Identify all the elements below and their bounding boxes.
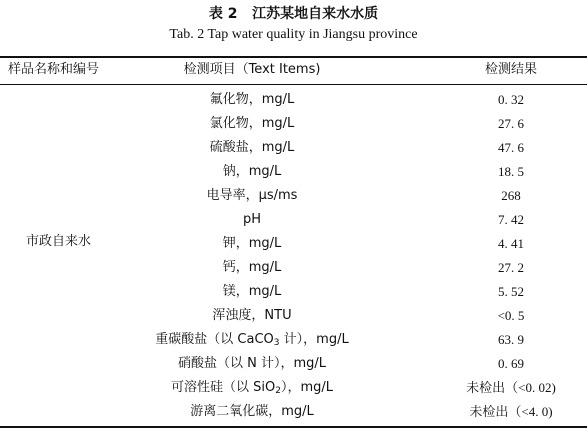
row-item: pH <box>242 212 262 227</box>
table-row <box>0 160 587 184</box>
row-result: <0. 5 <box>497 308 525 323</box>
table-top-rule <box>0 56 587 58</box>
table-row <box>0 328 587 352</box>
table-row <box>0 256 587 280</box>
row-result: 18. 5 <box>498 164 524 179</box>
table-row <box>0 352 587 376</box>
table-caption-english: Tab. 2 Tap water quality in Jiangsu province <box>169 27 418 42</box>
row-item: 钾，mg/L <box>222 236 282 251</box>
table-header-rule <box>0 84 587 85</box>
table-row <box>0 304 587 328</box>
row-result: 0. 32 <box>498 92 524 107</box>
table-caption-chinese: 表 2 江苏某地自来水水质 <box>208 6 379 22</box>
row-item: 氯化物，mg/L <box>209 116 295 131</box>
row-item: 重碳酸盐（以 CaCO$_3$ 计），mg/L <box>155 332 349 348</box>
table-row <box>0 184 587 208</box>
table-row <box>0 88 587 112</box>
table-body <box>0 88 587 424</box>
row-item: 浑浊度，NTU <box>212 308 292 323</box>
header-test-result: 检测结果 <box>484 62 537 77</box>
row-item: 钙，mg/L <box>222 260 282 275</box>
row-result: 未检出（<0. 02) <box>466 380 556 395</box>
row-item: 游离二氧化碳，mg/L <box>190 404 314 419</box>
row-result: 47. 6 <box>498 140 524 155</box>
row-item: 硫酸盐，mg/L <box>209 140 295 155</box>
row-result: 7. 42 <box>498 212 524 227</box>
row-result: 27. 2 <box>498 260 524 275</box>
table-row <box>0 112 587 136</box>
table-row <box>0 376 587 400</box>
row-item: 氟化物，mg/L <box>209 92 295 107</box>
row-result: 268 <box>501 188 521 203</box>
table-row <box>0 400 587 424</box>
table-row <box>0 280 587 304</box>
header-test-item: 检测项目（Text Items) <box>183 62 321 77</box>
row-result: 未检出（<4. 0) <box>469 404 553 419</box>
table-row <box>0 136 587 160</box>
table-row <box>0 208 587 232</box>
row-item: 钠，mg/L <box>222 164 282 179</box>
row-item: 镁，mg/L <box>222 284 282 299</box>
row-result: 4. 41 <box>498 236 524 251</box>
row-item: 电导率，μs/ms <box>206 188 298 203</box>
table-bottom-rule <box>0 426 587 428</box>
row-result: 63. 9 <box>498 332 524 347</box>
sample-name-cell: 市政自来水 <box>26 234 92 249</box>
row-result: 27. 6 <box>498 116 524 131</box>
row-result: 0. 69 <box>498 356 524 371</box>
row-item: 可溶性硅（以 SiO$_2$），mg/L <box>170 380 333 396</box>
row-item: 硝酸盐（以 N 计），mg/L <box>177 356 327 371</box>
row-result: 5. 52 <box>498 284 524 299</box>
header-sample-name: 样品名称和编号 <box>8 62 100 77</box>
